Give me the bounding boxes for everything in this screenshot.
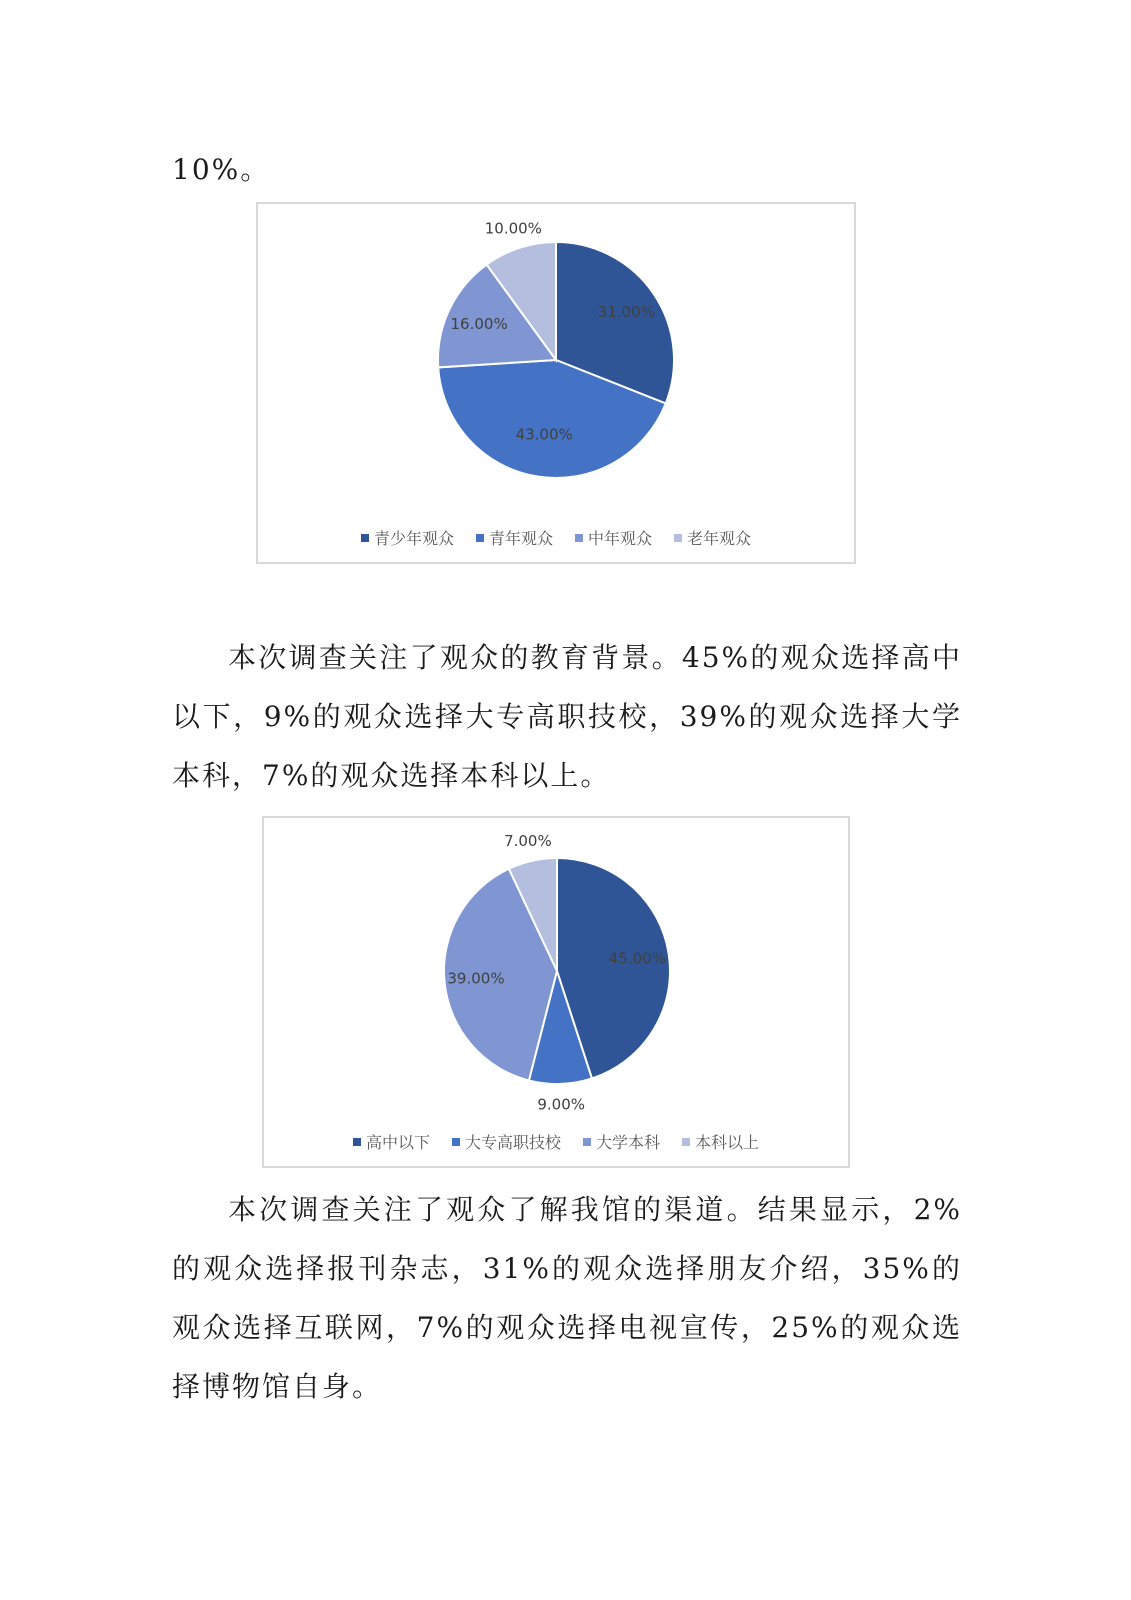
legend-swatch-1 — [452, 1138, 460, 1146]
legend-label-1: 大专高职技校 — [464, 1133, 561, 1152]
slice-label-0: 31.00% — [597, 303, 655, 322]
paragraph-education: 本次调查关注了观众的教育背景。45%的观众选择高中以下，9%的观众选择大专高职技校，39%的观众选择大学本科，7%的观众选择本科以上。 — [172, 641, 962, 792]
legend-label-0: 高中以下 — [365, 1133, 430, 1152]
legend-swatch-2 — [575, 534, 583, 542]
legend-item-2 — [583, 1130, 660, 1153]
paragraph-channels: 本次调查关注了观众了解我馆的渠道。结果显示，2%的观众选择报刊杂志，31%的观众选择朋友介绍，35%的观众选择互联网，7%的观众选择电视宣传，25%的观众选择博物馆自身。 — [172, 1193, 962, 1403]
slice-label-3: 10.00% — [484, 219, 542, 238]
legend-label-2: 中年观众 — [588, 529, 653, 548]
education-chart-legend — [264, 1130, 848, 1153]
slice-label-3: 7.00% — [504, 831, 552, 850]
slice-label-2: 39.00% — [447, 969, 505, 988]
slice-label-2: 16.00% — [450, 314, 508, 333]
legend-label-0: 青少年观众 — [373, 529, 454, 548]
legend-swatch-0 — [353, 1138, 361, 1146]
slice-label-0: 45.00% — [608, 949, 666, 968]
paragraph-tail: 10%。 — [172, 153, 271, 186]
legend-swatch-3 — [674, 534, 682, 542]
legend-item-0 — [361, 526, 454, 549]
age-pie-chart — [256, 202, 856, 564]
education-pie-svg — [264, 818, 848, 1166]
legend-label-2: 大学本科 — [596, 1133, 661, 1152]
age-chart-legend — [258, 526, 854, 549]
legend-item-0 — [353, 1130, 430, 1153]
legend-label-1: 青年观众 — [488, 529, 553, 548]
legend-item-3 — [674, 526, 751, 549]
legend-label-3: 本科以上 — [695, 1133, 760, 1152]
legend-item-3 — [682, 1130, 759, 1153]
legend-label-3: 老年观众 — [687, 529, 752, 548]
slice-label-1: 43.00% — [515, 425, 573, 444]
legend-item-1 — [452, 1130, 561, 1153]
legend-swatch-1 — [476, 534, 484, 542]
legend-swatch-2 — [583, 1138, 591, 1146]
legend-item-1 — [476, 526, 553, 549]
legend-swatch-3 — [682, 1138, 690, 1146]
education-pie-chart — [262, 816, 850, 1168]
slice-label-1: 9.00% — [537, 1095, 586, 1114]
legend-swatch-0 — [361, 534, 369, 542]
legend-item-2 — [575, 526, 652, 549]
age-pie-svg — [258, 204, 854, 562]
